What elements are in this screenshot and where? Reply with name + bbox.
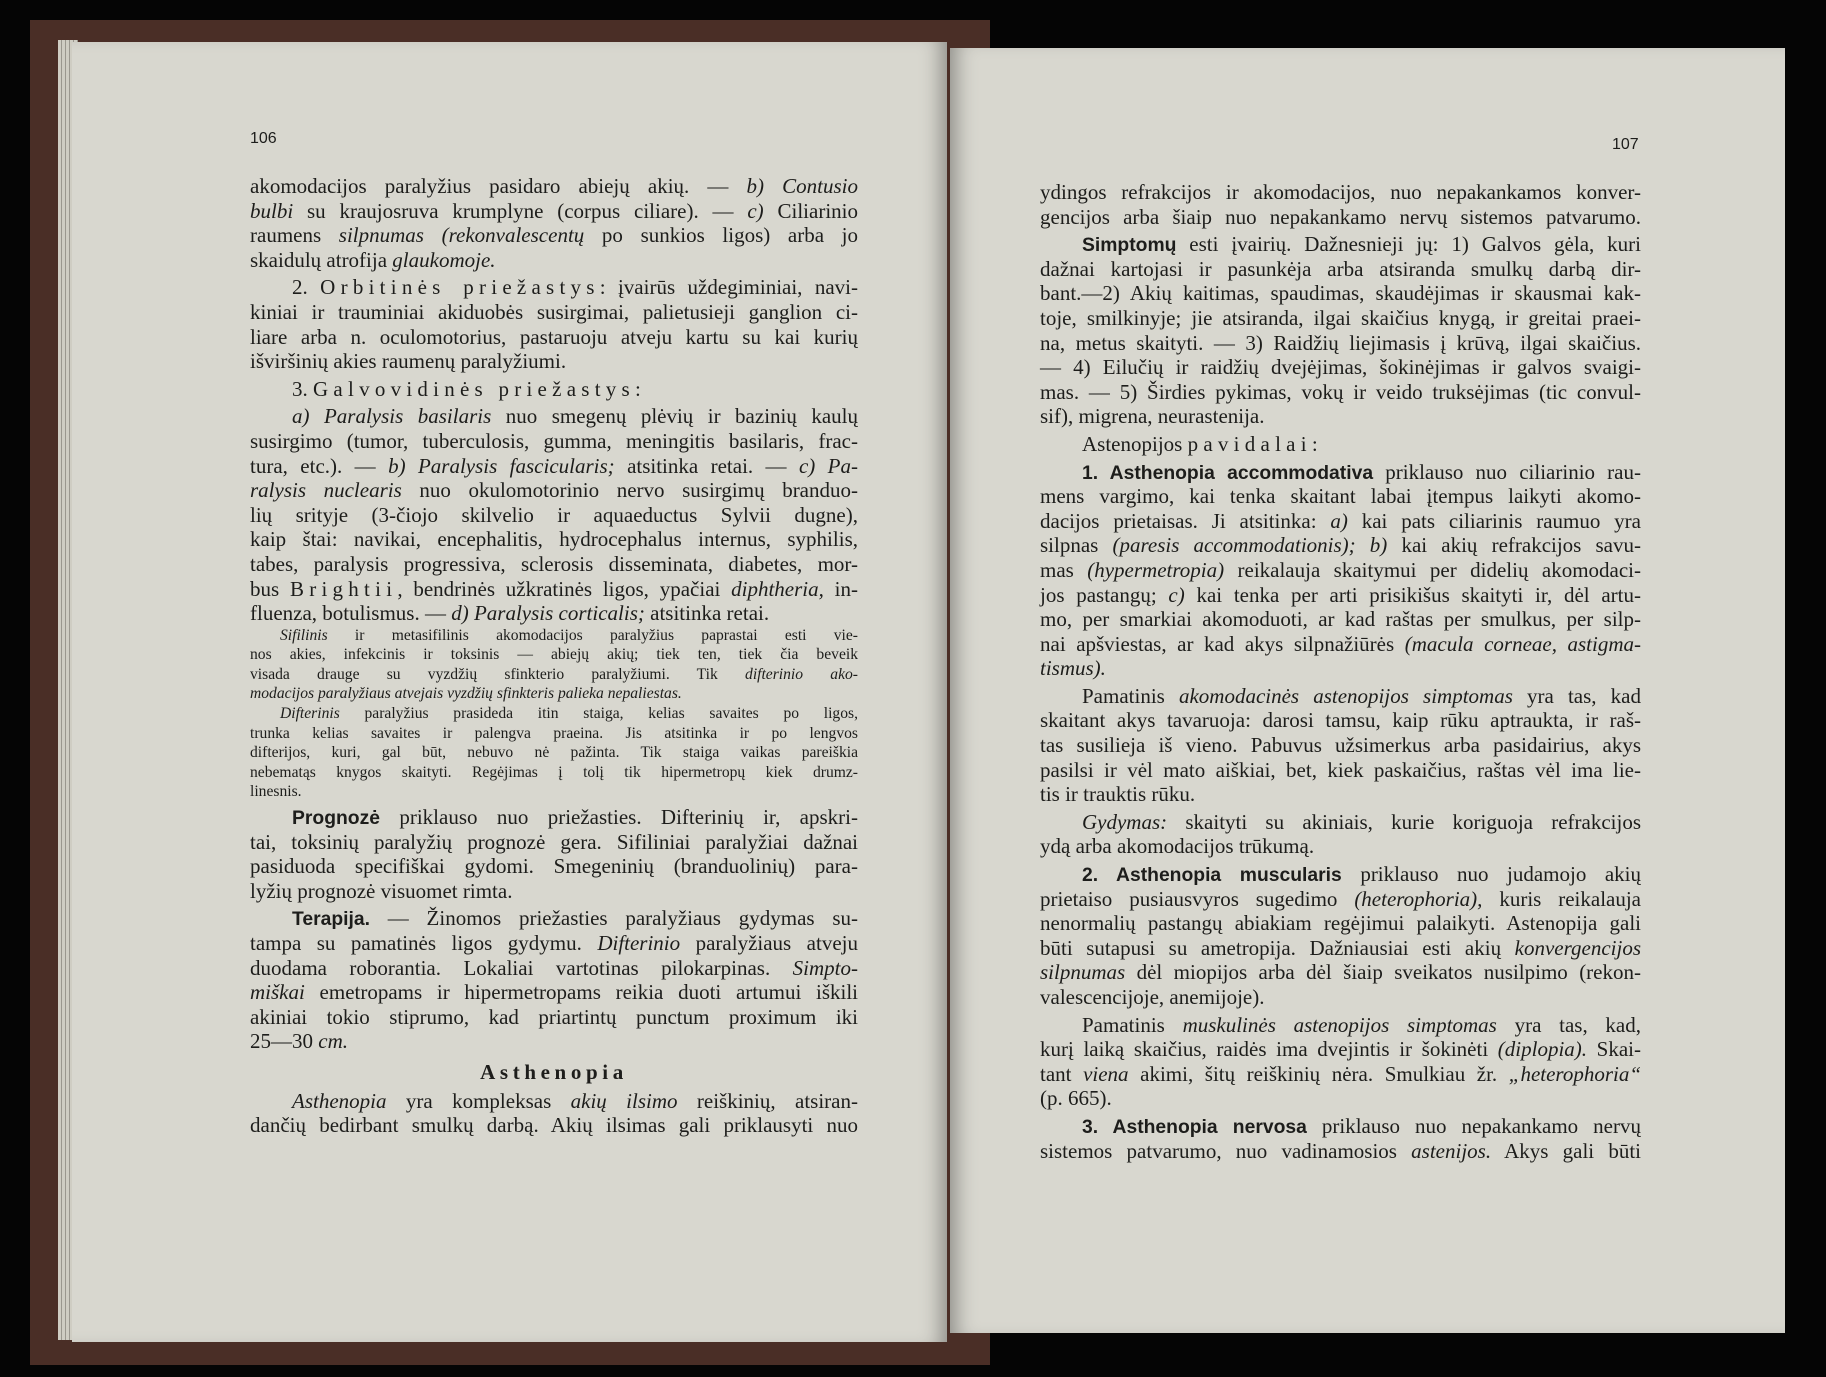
italic-text: bulbi: [250, 198, 294, 223]
text-line: [250, 906, 858, 931]
text-line: [1040, 1114, 1641, 1139]
italic-text: muskulinės astenopijos simptomas: [1182, 1012, 1497, 1037]
text-run: pasilsi ir vėl mato aiškiai, bet, kiek paskaičius, raštas vėl ima lie-: [1040, 757, 1641, 782]
spaced-text: Orbitinės priežastys: [320, 275, 600, 300]
text-run: skaidulų atrofija: [250, 247, 393, 272]
text-run: nuo smegenų plėvių ir bazinių kaulų: [491, 404, 858, 429]
text-run: valescencijoje, anemijoje).: [1040, 985, 1265, 1009]
text-run: yra kompleksas: [386, 1088, 571, 1113]
italic-text: a) Paralysis basilaris: [292, 404, 492, 429]
text-run: fluenza, botulismus. —: [250, 601, 452, 626]
text-line: [1040, 355, 1641, 380]
text-line: [1040, 281, 1641, 306]
text-line: [1040, 733, 1641, 758]
footnote-line: [250, 665, 858, 685]
text-run: kai pats ciliarinis raumuo yra: [1347, 508, 1641, 533]
text-run: lyžių prognozė visuomet rimta.: [250, 878, 513, 903]
spaced-text: Galvovidinės priežastys: [313, 376, 635, 401]
text-line: [250, 349, 858, 374]
footnote-line: [250, 645, 858, 665]
text-line: [1040, 1139, 1641, 1164]
text-line: [1040, 632, 1641, 657]
text-run: duodama roborantia. Lokaliai vartotinas pilokarpinas.: [250, 955, 793, 980]
italic-text: c): [747, 198, 764, 223]
text-line: [1040, 887, 1641, 912]
italic-text: viena: [1083, 1061, 1129, 1086]
italic-text: „heterophoria“: [1508, 1061, 1641, 1086]
text-run: atsitinka retai.: [644, 601, 770, 626]
text-line: [250, 325, 858, 350]
italic-text: konvergencijos: [1514, 935, 1641, 960]
text-run: — Žinomos priežasties paralyžiaus gydymas su-: [370, 906, 858, 931]
text-run: nebematąs knygos skaityti. Regėjimas į tolį tik hipermetropų kiek drumz-: [250, 763, 858, 781]
text-run: — 4) Eilučių ir raidžių dvejėjimas, šokinėjimas ir galvos svaigi-: [1040, 355, 1641, 380]
text-run: linesnis.: [250, 783, 302, 801]
text-line: [1040, 1062, 1641, 1087]
text-line: [1040, 684, 1641, 709]
text-line: [1040, 257, 1641, 282]
text-run: prietaiso pusiausvyros sugedimo: [1040, 886, 1355, 911]
italic-text: Difterinis: [280, 705, 340, 723]
bold-text: Prognozė: [292, 808, 380, 830]
text-run: :: [1311, 431, 1318, 456]
footnote-line: [250, 724, 858, 744]
text-line: [250, 830, 858, 855]
italic-text: difterinio ako-: [745, 665, 858, 683]
text-run: (p. 665).: [1040, 1086, 1112, 1111]
text-line: [1040, 306, 1641, 331]
italic-text: (hypermetropia): [1087, 557, 1225, 582]
bold-text: 1. Asthenopia accommodativa: [1082, 462, 1374, 484]
left-page: [72, 42, 947, 1342]
text-line: [1040, 404, 1641, 429]
text-run: su kraujosruva krumplyne (corpus ciliare). —: [293, 198, 748, 223]
text-run: priklauso nuo nepakankamo nervų: [1306, 1113, 1641, 1138]
text-line: [250, 199, 858, 224]
text-run: ydą arba akomodacijos trūkumą.: [1040, 834, 1315, 859]
text-line: [250, 931, 858, 956]
text-line: [250, 1113, 858, 1138]
text-run: skaityti su akiniais, kurie koriguoja refrakcijos: [1167, 809, 1641, 834]
bold-text: Simptomų: [1082, 235, 1177, 257]
italic-text: akių ilsimo: [570, 1088, 678, 1113]
text-run: po sunkios ligos) arba jo: [584, 223, 858, 248]
text-run: mens vargimo, kai tenka skaitant labai įtempus laikyti akomo-: [1040, 484, 1641, 509]
bold-text: 2. Asthenopia muscularis: [1082, 865, 1342, 887]
text-run: nuo okulomotorinio nervo susirgimų branduo-: [401, 478, 858, 503]
text-line: [250, 601, 858, 626]
italic-text: Simpto-: [792, 955, 858, 980]
text-line: [250, 478, 858, 503]
text-run: atsitinka retai. —: [614, 453, 799, 478]
italic-text: silpnumas (rekonvalescentų: [338, 223, 585, 248]
text-run: trunka kelias savaites ir palengva praeina. Jis atsitinka ir po lengvos: [250, 724, 858, 742]
section-heading: [250, 1060, 858, 1085]
text-run: mas: [1040, 557, 1088, 582]
text-run: silpnas: [1040, 533, 1113, 558]
text-run: sif), migrena, neurastenija.: [1040, 404, 1265, 429]
text-run: mo, per smarkiai akomoduoti, ar kad raštas per smulkus, per silp-: [1040, 607, 1641, 632]
text-line: [1040, 985, 1641, 1010]
text-run: paralyžius prasideda itin staiga, kelias savaites po ligos,: [339, 705, 858, 723]
bold-text: 3. Asthenopia nervosa: [1082, 1116, 1307, 1138]
text-run: tis ir trauktis rūku.: [1040, 782, 1196, 807]
italic-text: tismus).: [1040, 656, 1106, 681]
text-line: [250, 805, 858, 830]
text-run: nos akies, infekcinis ir toksinis — abiejų akių; tiek ten, tiek čia beveik: [250, 646, 858, 664]
text-line: [1040, 460, 1641, 485]
text-run: kurį laiką skaičius, raidės ima dvejintis ir šokinėti: [1040, 1037, 1498, 1062]
footnote-line: [250, 782, 858, 802]
italic-text: (macula corneae, astigma-: [1404, 631, 1641, 656]
text-run: kuris reikalauja: [1482, 886, 1641, 911]
text-run: tura, etc.). —: [250, 453, 389, 478]
text-run: dažnai kartojasi ir pasunkėja arba atsiranda smulkų darbą dir-: [1040, 256, 1641, 281]
italic-text: diphtheria,: [731, 576, 824, 601]
text-line: [250, 980, 858, 1005]
text-line: [1040, 656, 1641, 681]
text-run: 25—30: [250, 1029, 319, 1054]
text-run: toje, smilkinyje; jie atsiranda, ilgai skaičius knygą, ir greitai praei-: [1040, 305, 1641, 330]
footnote-line: [250, 704, 858, 724]
text-line: [1040, 180, 1641, 205]
text-line: [1040, 583, 1641, 608]
text-run: in-: [823, 576, 858, 601]
text-run: tabes, paralysis progressiva, sclerosis disseminata, diabetes, mor-: [250, 551, 858, 576]
italic-text: Difterinio: [597, 931, 681, 955]
text-line: [1040, 558, 1641, 583]
italic-text: d) Paralysis corticalis;: [451, 601, 645, 626]
text-line: [1040, 432, 1641, 457]
italic-text: b) Contusio: [746, 174, 858, 198]
italic-text: akomodacinės astenopijos simptomas: [1178, 683, 1513, 708]
italic-text: Sifilinis: [280, 626, 328, 644]
text-line: [1040, 911, 1641, 936]
text-run: lių srityje (3-čiojo skilvelio ir aquaeductus Sylvii dugne),: [250, 502, 858, 527]
text-run: reiškinių, atsiran-: [677, 1088, 858, 1113]
text-line: [1040, 862, 1641, 887]
text-line: [250, 300, 858, 325]
text-run: išviršinių akies raumenų paralyžiumi.: [250, 349, 567, 374]
text-run: tas susilieja iš vieno. Pabuvus užsimerkus arba pasidairius, akys: [1040, 733, 1641, 758]
text-run: būti sutapusi su ametropija. Dažniausiai esti akių: [1040, 935, 1515, 960]
text-run: dacijos prietaisas. Ji atsitinka:: [1040, 508, 1331, 533]
spaced-text: pavidalai: [1187, 431, 1312, 456]
text-run: na, metus skaityti. — 3) Raidžių liejimasis į krūvą, ilgai skaičius.: [1040, 330, 1641, 355]
italic-text: miškai: [250, 980, 305, 1005]
text-run: , bendrinės užkratinės ligos, ypačiai: [397, 576, 732, 601]
text-run: : įvairūs uždegiminiai, navi-: [599, 275, 858, 300]
text-line: [250, 527, 858, 552]
text-run: :: [634, 376, 641, 401]
text-line: [250, 503, 858, 528]
italic-text: Asthenopia: [292, 1088, 387, 1113]
text-run: Astenopijos: [1082, 431, 1188, 456]
text-run: bus: [250, 576, 290, 601]
text-line: [1040, 708, 1641, 733]
text-line: [1040, 960, 1641, 985]
text-line: [1040, 232, 1641, 257]
text-line: [250, 275, 858, 300]
text-run: pasiduoda specifiškai gydomi. Smegeninių (branduolinių) para-: [250, 854, 858, 879]
text-line: [1040, 782, 1641, 807]
italic-text: (heterophoria),: [1354, 886, 1483, 911]
text-line: [1040, 834, 1641, 859]
text-run: akimi, šitų reiškinių nėra. Smulkiau žr.: [1128, 1061, 1509, 1086]
italic-text: Gydymas:: [1082, 809, 1168, 834]
italic-text: astenijos.: [1411, 1138, 1492, 1163]
text-line: [250, 429, 858, 454]
italic-text: silpnumas: [1040, 960, 1126, 985]
italic-text: a): [1330, 508, 1348, 533]
text-run: dėl miopijos arba dėl šiaip sveikatos nusilpimo (rekon-: [1125, 960, 1641, 985]
text-line: [1040, 331, 1641, 356]
text-line: [250, 454, 858, 479]
text-line: [1040, 810, 1641, 835]
text-run: visada drauge su vyzdžių sfinkterio paralyžiumi. Tik: [250, 665, 746, 683]
text-run: ir metasifilinis akomodacijos paralyžius paprastai esti vie-: [327, 626, 858, 644]
text-line: [250, 552, 858, 577]
text-run: dančių bedirbant smulkų darbą. Akių ilsimas gali priklausyti nuo: [250, 1113, 858, 1138]
text-run: jos pastangų;: [1040, 582, 1169, 607]
footnote-line: [250, 684, 858, 704]
italic-text: modacijos paralyžiaus atvejais vyzdžių sfinkteris palieka nepaliestas.: [250, 685, 682, 703]
text-run: kai tenka per arti prisikišus skaityti ir, dėl artu-: [1184, 582, 1641, 607]
text-run: gencijos arba šiaip nuo nepakankamo nervų sistemos patvarumo.: [1040, 204, 1641, 229]
bold-text: Terapija.: [292, 909, 370, 931]
text-run: emetropams ir hipermetropams reikia duoti artumui iškili: [304, 980, 858, 1005]
left-page-text: [250, 174, 858, 1138]
text-line: [250, 248, 858, 273]
text-line: [250, 223, 858, 248]
text-run: yra tas, kad: [1512, 683, 1641, 708]
italic-text: c): [1168, 582, 1185, 607]
text-line: [250, 1029, 858, 1054]
text-line: [250, 1089, 858, 1114]
text-line: [250, 174, 858, 199]
italic-text: (paresis accommodationis); b): [1112, 533, 1388, 558]
text-line: [1040, 533, 1641, 558]
text-line: [1040, 484, 1641, 509]
text-line: [1040, 1037, 1641, 1062]
text-run: Akys gali būti: [1491, 1138, 1641, 1163]
text-run: esti įvairių. Dažnesnieji jų: 1) Galvos gėla, kuri: [1176, 232, 1641, 257]
italic-text: cm.: [318, 1029, 348, 1054]
italic-text: c) Pa-: [798, 453, 858, 478]
text-run: mas. — 5) Širdies pykimas, vokų ir veido truksėjimas (tic convul-: [1040, 379, 1641, 404]
text-line: [1040, 936, 1641, 961]
text-line: [250, 404, 858, 429]
text-line: [250, 377, 858, 402]
text-run: sistemos patvarumo, nuo vadinamosios: [1040, 1138, 1412, 1163]
text-line: [250, 854, 858, 879]
text-run: Skai-: [1587, 1037, 1641, 1062]
footnote-line: [250, 763, 858, 783]
italic-text: (diplopia).: [1497, 1037, 1588, 1062]
text-run: priklauso nuo priežasties. Difterinių ir, apskri-: [379, 805, 858, 830]
page-number: 106: [250, 130, 277, 147]
text-run: kiniai ir trauminiai akiduobės susirgimai, palietusieji ganglion ci-: [250, 299, 858, 324]
text-line: [250, 1005, 858, 1030]
text-run: susirgimo (tumor, tuberculosis, gumma, meningitis basilaris, frac-: [250, 428, 858, 453]
text-run: reikalauja skaitymui per didelių akomodaci-: [1224, 557, 1641, 582]
footnote-line: [250, 743, 858, 763]
italic-text: glaukomoje.: [392, 247, 496, 272]
text-line: [250, 577, 858, 602]
text-run: priklauso nuo judamojo akių: [1341, 862, 1642, 887]
text-line: [250, 879, 858, 904]
italic-text: b) Paralysis fascicularis;: [388, 453, 615, 478]
text-run: 3.: [292, 376, 313, 401]
text-run: kaip štai: navikai, encephalitis, hydrocephalus internus, syphilis,: [250, 527, 858, 552]
text-line: [1040, 1086, 1641, 1111]
text-line: [1040, 607, 1641, 632]
text-run: priklauso nuo ciliarinio rau-: [1373, 459, 1641, 484]
text-run: nenormalių pastangų abiakiam regėjimui palaikyti. Astenopija gali: [1040, 911, 1641, 936]
text-run: akiniai tokio stiprumo, kad priartintų punctum proximum iki: [250, 1004, 858, 1029]
page-number: 107: [1612, 136, 1639, 153]
text-line: [1040, 205, 1641, 230]
text-run: tampa su pamatinės ligos gydymu.: [250, 931, 598, 955]
text-run: skaitant akys tavaruoja: darosi tamsu, kaip rūku aptraukta, ir raš-: [1040, 708, 1641, 733]
text-line: [250, 956, 858, 981]
text-run: difterijos, kuri, gal būt, nebuvo nė pažinta. Tik staiga vaikas pareiškia: [250, 744, 858, 762]
text-run: ydingos refrakcijos ir akomodacijos, nuo nepakankamos konver-: [1040, 180, 1641, 204]
text-run: Pamatinis: [1082, 1012, 1183, 1037]
text-run: 2.: [292, 275, 321, 300]
text-run: bant.—2) Akių kaitimas, spaudimas, skaudėjimas ir skausmai kak-: [1040, 281, 1641, 306]
text-run: Asthenopia: [480, 1059, 628, 1084]
text-run: akomodacijos paralyžius pasidaro abiejų akių. —: [250, 174, 747, 198]
right-page: [950, 48, 1785, 1333]
text-line: [1040, 758, 1641, 783]
text-line: [1040, 380, 1641, 405]
text-run: nai apšviestas, ar kad akys silpnažiūrės: [1040, 631, 1405, 656]
text-run: paralyžiaus atveju: [680, 931, 858, 955]
italic-text: ralysis nuclearis: [250, 478, 402, 503]
spaced-text: Brightii: [289, 576, 398, 601]
footnote-line: [250, 626, 858, 646]
text-run: kai akių refrakcijos savu-: [1387, 533, 1641, 558]
right-page-text: [1040, 180, 1641, 1163]
text-run: raumens: [250, 223, 339, 248]
text-run: Ciliarinio: [763, 198, 858, 223]
text-run: Pamatinis: [1082, 683, 1179, 708]
text-run: liare arba n. oculomotorius, pastaruoju atveju kartu su kai kurių: [250, 324, 858, 349]
text-run: tai, toksinių paralyžių prognozė gera. Sifiliniai paralyžiai dažnai: [250, 829, 858, 854]
text-line: [1040, 509, 1641, 534]
text-run: yra tas, kad,: [1496, 1012, 1641, 1037]
text-line: [1040, 1013, 1641, 1038]
text-run: tant: [1040, 1061, 1084, 1086]
